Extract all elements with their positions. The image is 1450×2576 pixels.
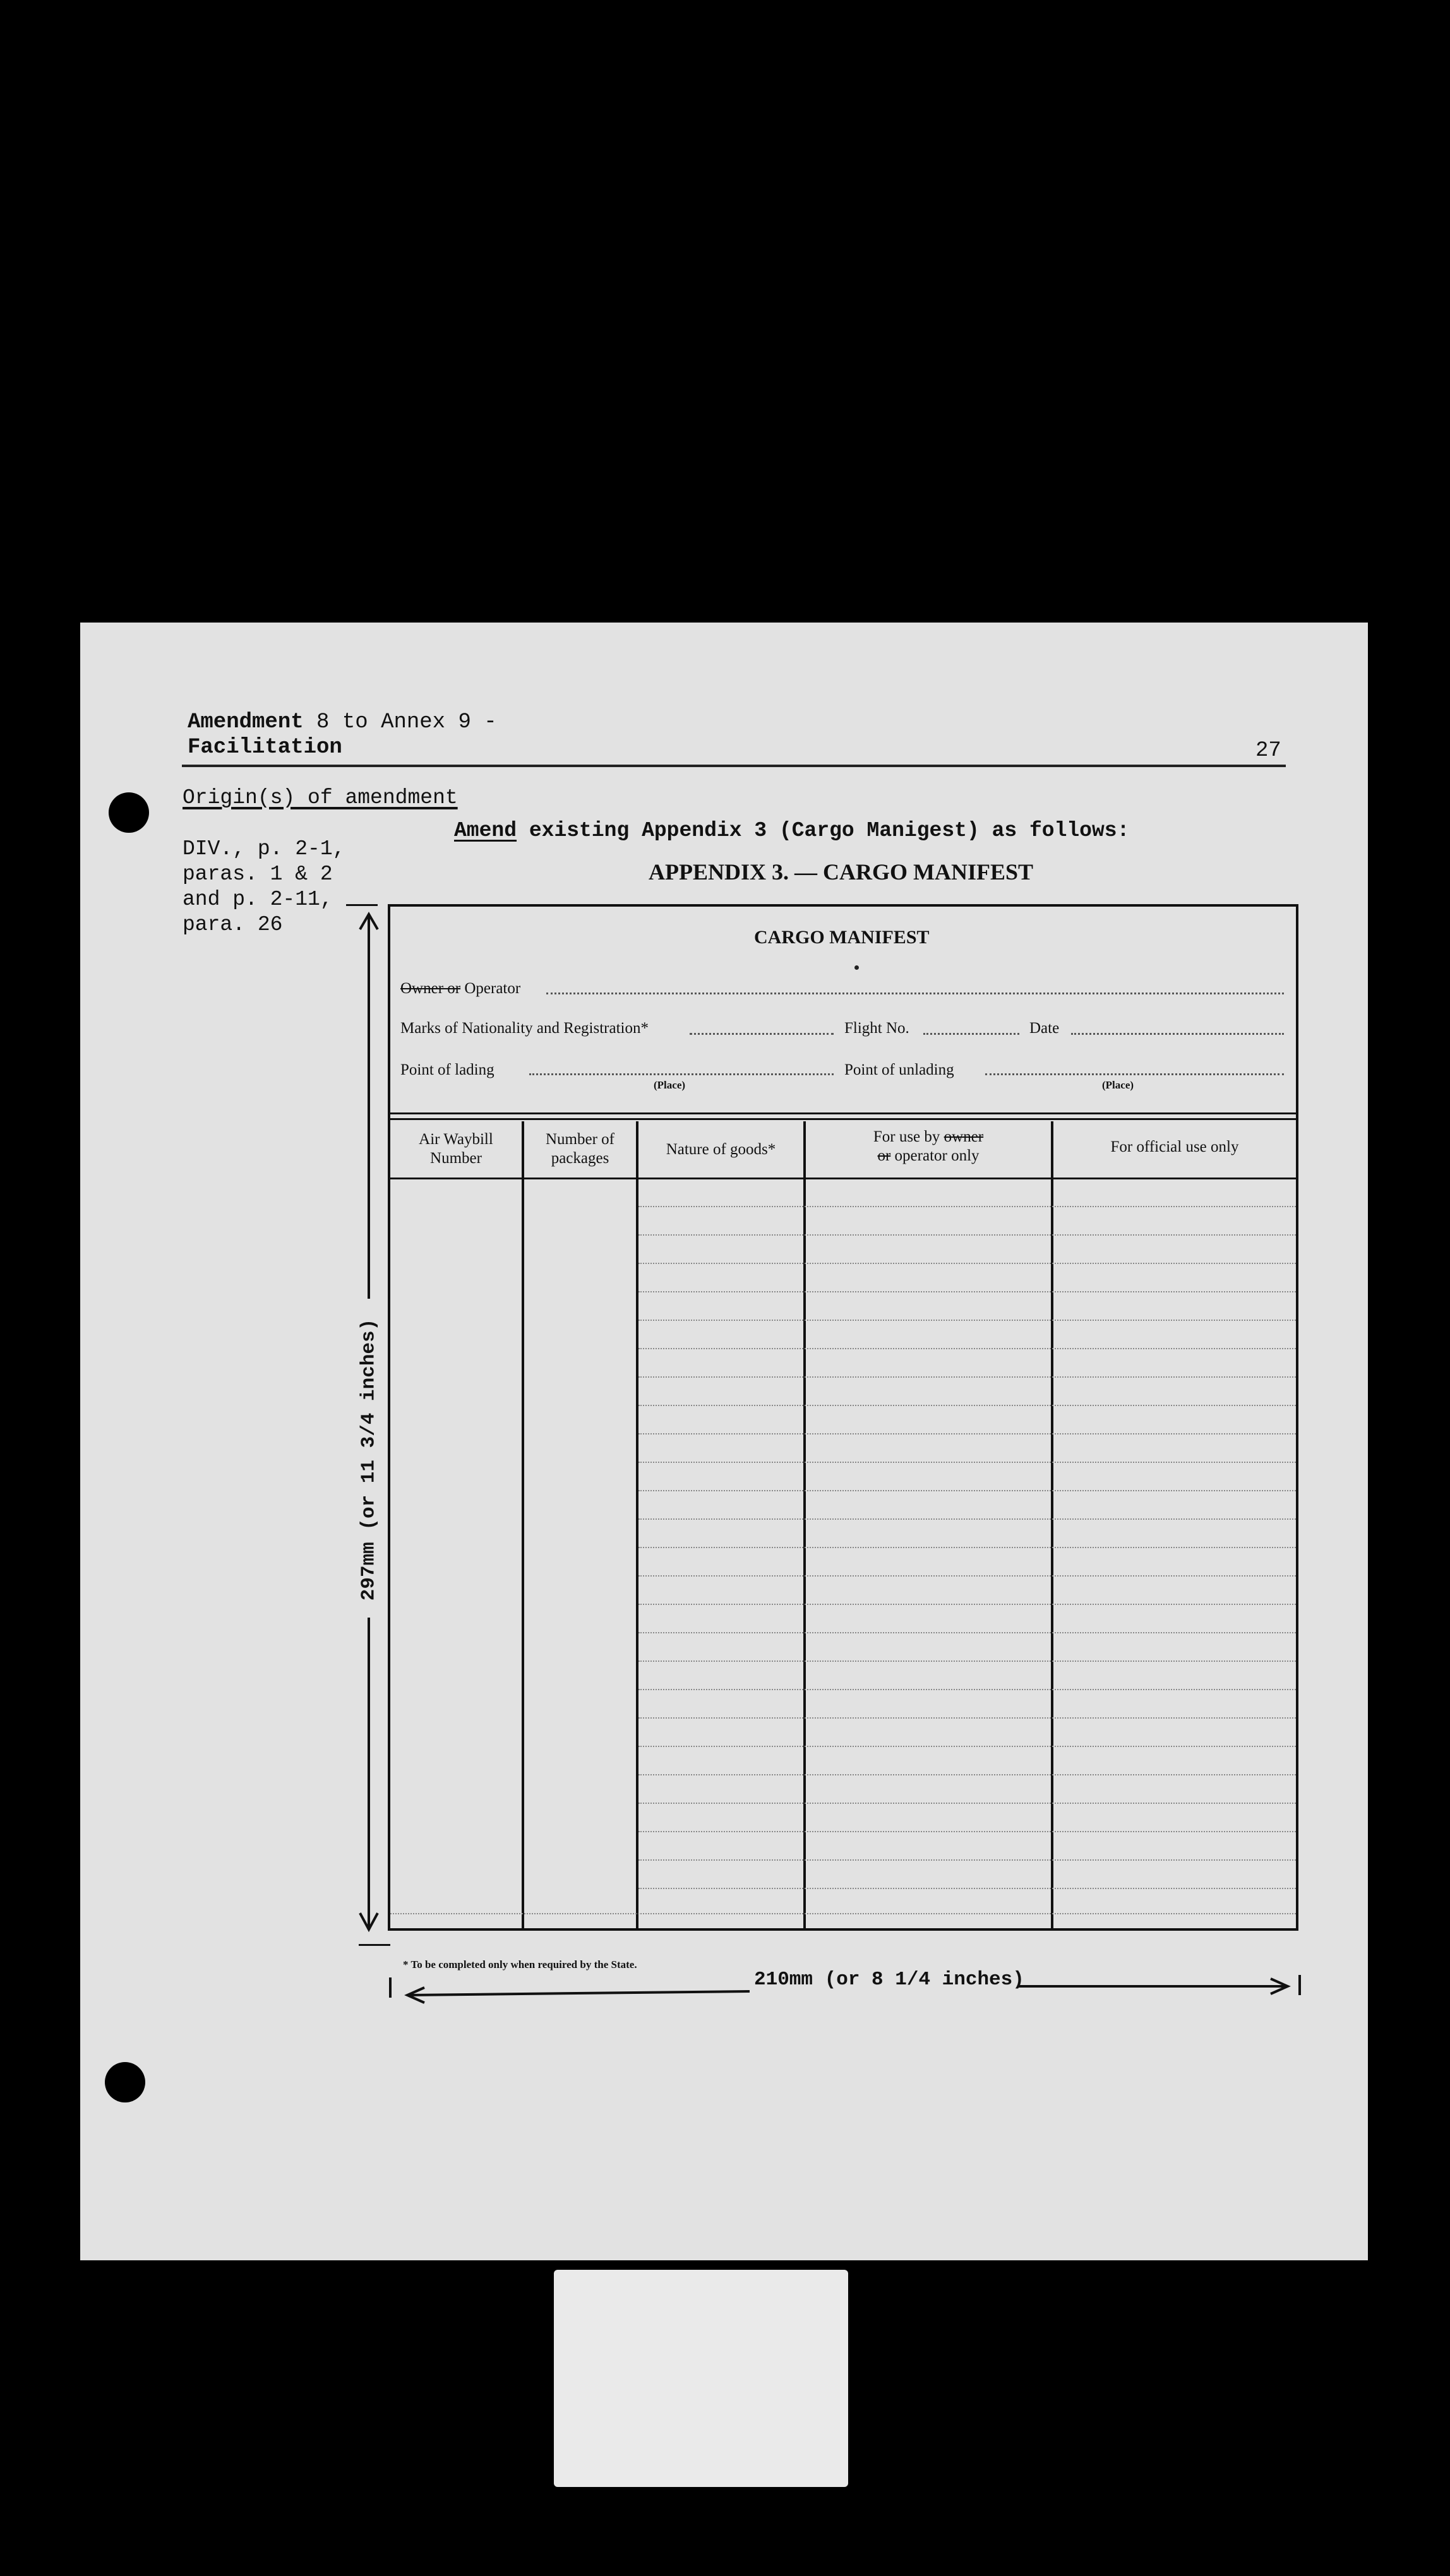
- col-air-waybill-line1: Air Waybill: [419, 1131, 493, 1148]
- operator-word: Operator: [464, 980, 521, 997]
- row-line: [638, 1405, 1296, 1406]
- blank-card: [554, 2270, 848, 2487]
- height-label: 297mm (or 11 3/4 inches): [357, 1318, 380, 1601]
- row-line: [638, 1376, 1296, 1378]
- row-line: [638, 1803, 1296, 1804]
- date-label: Date: [1029, 1020, 1060, 1037]
- cargo-manifest-form: [388, 904, 1298, 1931]
- unlading-field: [985, 1073, 1284, 1075]
- unlading-label: Point of unlading: [844, 1061, 954, 1078]
- col-air-waybill: [390, 1130, 522, 1168]
- marks-label: Marks of Nationality and Registration*: [400, 1020, 649, 1037]
- row-line: [638, 1263, 1296, 1264]
- row-line: [638, 1859, 1296, 1861]
- row-line: [638, 1717, 1296, 1719]
- punch-hole-top: [109, 792, 149, 833]
- amend-word: Amend: [454, 819, 517, 842]
- flight-field: [923, 1033, 1019, 1035]
- row-line: [638, 1604, 1296, 1605]
- header-annex: 8 to Annex 9 -: [316, 710, 497, 734]
- row-line: [638, 1689, 1296, 1690]
- origin-ref: paras. 1 & 2: [183, 862, 333, 886]
- row-line: [638, 1206, 1296, 1207]
- col-or-struck: or: [877, 1147, 891, 1164]
- header-amendment-word: Amendment: [188, 710, 304, 734]
- col-packages-line1: Number of: [546, 1131, 614, 1148]
- lading-label: Point of lading: [400, 1061, 494, 1078]
- col-official-use: For official use only: [1110, 1138, 1239, 1155]
- row-line: [638, 1348, 1296, 1349]
- origin-ref: and p. 2-11,: [183, 888, 333, 911]
- row-line: [390, 1913, 1296, 1914]
- width-dimension: [386, 1969, 1305, 2007]
- col-owner-use-line1: [806, 1128, 1051, 1147]
- column-divider-3: [803, 1121, 806, 1929]
- origin-ref: DIV., p. 2-1,: [183, 837, 345, 861]
- lading-place: (Place): [654, 1079, 686, 1091]
- row-line: [638, 1490, 1296, 1491]
- header-rule: [182, 765, 1286, 767]
- row-line: [638, 1632, 1296, 1633]
- column-divider-4: [1051, 1121, 1053, 1929]
- title-dot: [854, 965, 859, 970]
- row-line: [638, 1518, 1296, 1520]
- origin-ref: para. 26: [183, 913, 283, 936]
- col-operator-only: operator only: [894, 1147, 980, 1164]
- column-divider-2: [636, 1121, 638, 1929]
- row-line: [638, 1661, 1296, 1662]
- operator-field: [546, 993, 1284, 994]
- row-line: [638, 1291, 1296, 1292]
- marks-field: [690, 1033, 834, 1035]
- col-owner-struck: owner: [944, 1128, 984, 1145]
- page-number: 27: [1255, 739, 1281, 763]
- row-line: [638, 1234, 1296, 1236]
- lading-field: [529, 1073, 834, 1075]
- col-nature-of-goods: Nature of goods*: [666, 1141, 776, 1158]
- column-divider-1: [522, 1121, 524, 1929]
- row-line: [638, 1462, 1296, 1463]
- width-label: 210mm (or 8 1/4 inches): [754, 1969, 1024, 1991]
- form-title: CARGO MANIFEST: [754, 927, 930, 948]
- row-line: [638, 1888, 1296, 1889]
- amend-instruction: [454, 819, 1129, 842]
- col-owner-use-text: For use by: [873, 1128, 940, 1145]
- row-line: [638, 1575, 1296, 1577]
- flight-label: Flight No.: [844, 1020, 909, 1037]
- row-line: [638, 1547, 1296, 1548]
- col-owner-use-line2: [806, 1147, 1051, 1166]
- col-owner-operator-use: [806, 1128, 1051, 1166]
- origin-heading: Origin(s) of amendment: [183, 786, 458, 809]
- col-packages-line2: packages: [551, 1150, 609, 1167]
- column-header-rule: [390, 1178, 1296, 1179]
- owner-struck: Owner or: [400, 980, 461, 997]
- header-line-1: [188, 710, 497, 735]
- row-line: [638, 1831, 1296, 1832]
- row-line: [638, 1433, 1296, 1434]
- origin-references: [183, 837, 345, 938]
- form-double-rule-top: [390, 1112, 1296, 1114]
- height-dimension: [346, 904, 392, 1946]
- form-double-rule-bottom: [390, 1118, 1296, 1120]
- row-line: [638, 1320, 1296, 1321]
- punch-hole-bottom: [105, 2062, 145, 2102]
- appendix-title: APPENDIX 3. — CARGO MANIFEST: [649, 859, 1034, 885]
- amendment-header: [188, 710, 497, 760]
- date-field: [1071, 1033, 1284, 1035]
- operator-label: [400, 980, 520, 998]
- row-line: [638, 1746, 1296, 1747]
- header-line-2: Facilitation: [188, 736, 342, 760]
- unlading-place: (Place): [1102, 1079, 1134, 1091]
- col-packages: [524, 1130, 636, 1168]
- row-line: [638, 1774, 1296, 1775]
- amend-text: existing Appendix 3 (Cargo Manigest) as follows:: [529, 819, 1130, 842]
- footnote: * To be completed only when required by the State.: [403, 1959, 637, 1971]
- col-air-waybill-line2: Number: [430, 1150, 482, 1167]
